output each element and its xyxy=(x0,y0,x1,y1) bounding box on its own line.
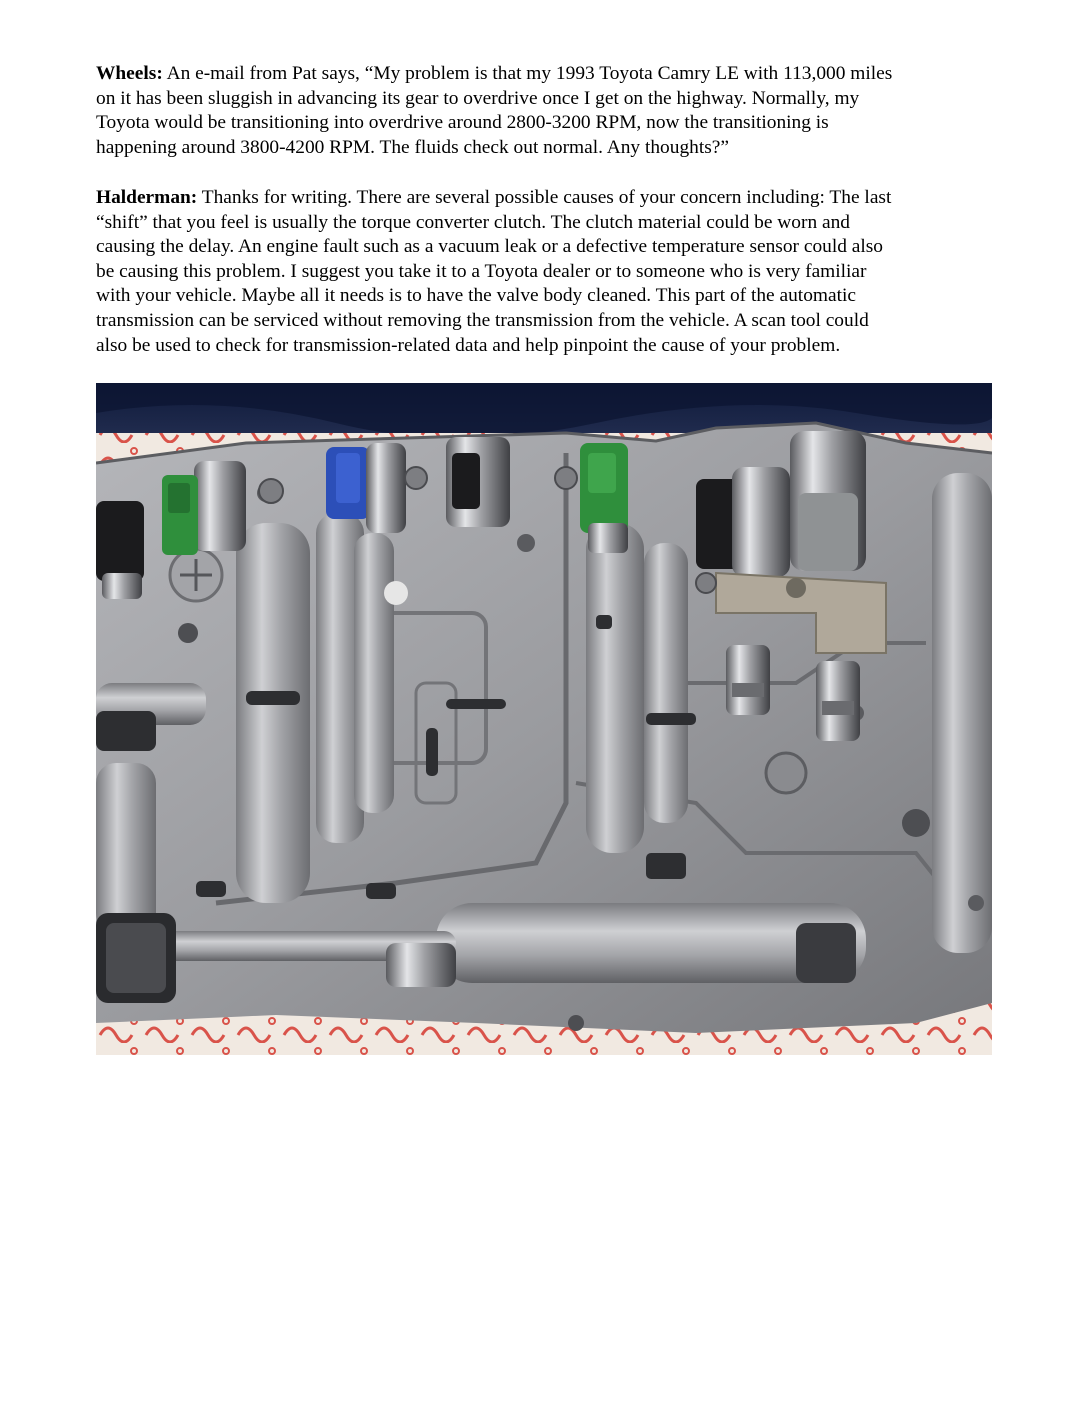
question-line: Toyota would be transitioning into overdrive around 2800-3200 RPM, now the transitioning is xyxy=(96,112,829,134)
answer-line: be causing this problem. I suggest you take it to a Toyota dealer or to someone who is very familiar xyxy=(96,260,867,282)
answer-line: also be used to check for transmission-related data and help pinpoint the cause of your problem. xyxy=(96,334,841,356)
question-paragraph xyxy=(96,62,996,160)
question-line: happening around 3800-4200 RPM. The fluids check out normal. Any thoughts?” xyxy=(96,136,729,158)
answer-line xyxy=(96,186,996,211)
valve-body-photo xyxy=(96,383,992,1055)
question-line: on it has been sluggish in advancing its gear to overdrive once I get on the highway. Normally, my xyxy=(96,87,860,109)
answer-line: “shift” that you feel is usually the torque converter clutch. The clutch material could be worn and xyxy=(96,211,851,233)
answer-line: transmission can be serviced without removing the transmission from the vehicle. A scan tool could xyxy=(96,309,869,331)
answer-line-text: Thanks for writing. There are several possible causes of your concern including: The last xyxy=(201,187,892,208)
answer-speaker: Halderman: xyxy=(96,187,198,208)
question-speaker: Wheels: xyxy=(96,63,163,84)
answer-paragraph xyxy=(96,186,996,358)
question-line-text: An e-mail from Pat says, “My problem is that my 1993 Toyota Camry LE with 113,000 miles xyxy=(166,63,893,84)
answer-line: with your vehicle. Maybe all it needs is to have the valve body cleaned. This part of the automatic xyxy=(96,285,856,307)
answer-line: causing the delay. An engine fault such as a vacuum leak or a defective temperature sensor could also xyxy=(96,236,883,258)
valve-body-illustration xyxy=(96,383,992,1055)
question-line xyxy=(96,62,996,87)
